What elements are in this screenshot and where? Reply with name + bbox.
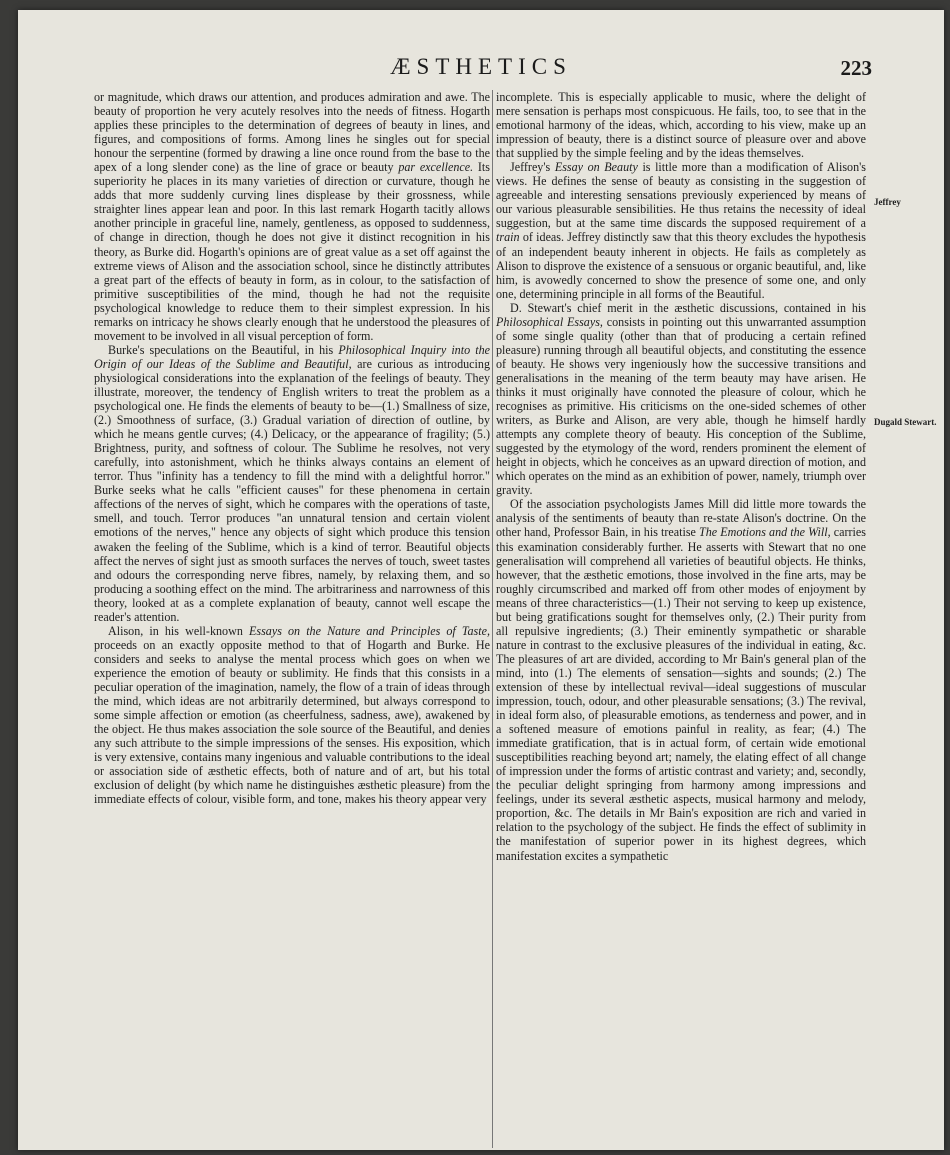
left-column — [94, 90, 490, 806]
paragraph: Jeffrey's Essay on Beauty is little more than a modification of Alison's views. He defines the sense of beauty as consisting in the suggestion of agreeable and interesting sensations previously experienced by means of our various pleasurable sensibilities. He thus retains the necessity of ideal suggestion, but at the same time discards the supposed requirement of a train of ideas. Jeffrey distinctly saw that this theory excludes the hypothesis of an independent beauty inherent in objects. He fails as completely as Alison to disprove the existence of a sensuous or organic beautiful, and, like him, is avowedly concerned to show the presence of some one, and only one, determining principle in all forms of the Beautiful. — [496, 160, 867, 301]
margin-note-jeffrey: Jeffrey — [874, 197, 901, 207]
paragraph: incomplete. This is especially applicable to music, where the delight of mere sensation is perhaps most conspicuous. He fails, too, to see that in the emotional harmony of the ideas, which, according to his view, make up an impression of beauty, there is a distinct source of pleasure over and above that supplied by the simple feeling and by the ideas themselves. — [496, 90, 866, 161]
paragraph: Alison, in his well-known Essays on the Nature and Principles of Taste, proceeds on an exactly opposite method to that of Hogarth and Burke. He considers and seeks to analyse the mental process which goes on when we experience the emotion of beauty or sublimity. He finds that this consists in a peculiar operation of the imagination, namely, the flow of a train of ideas through the mind, which ideas are not arbitrarily determined, but always correspond to some simple affection or emotion (as cheerfulness, sadness, awe), awakened by the object. He thus makes association the sole source of the Beautiful, and denies any such attribute to the simple impressions of the senses. His exposition, which is very extensive, contains many ingenious and valuable contributions to the ideal or association side of æsthetic effects, both of nature and of art, but his total exclusion of delight (by which name he distinguishes æsthetic pleasure) from the immediate effects of colour, visible form, and tone, makes his theory appear very — [94, 623, 490, 807]
running-title: ÆSTHETICS — [390, 54, 572, 79]
column-divider — [492, 90, 493, 1148]
paragraph: Burke's speculations on the Beautiful, in his Philosophical Inquiry into the Origin of our Ideas of the Sublime and Beautiful, are curious as introducing physiological considerations into the explanation of the feelings of beauty. They illustrate, moreover, the tendency of English writers to treat the problem as a psychological one. He finds the elements of beauty to be—(1.) Smallness of size, (2.) Smoothness of surface, (3.) Gradual variation of direction of outline, by which he means gentle curves; (4.) Delicacy, or the appearance of fragility; (5.) Brightness, purity, and softness of colour. The Sublime he resolves, not very carefully, into astonishment, which he thinks always contains an element of terror. Thus "infinity has a tendency to fill the mind with a delightful horror." Burke seeks what he calls "efficient causes" for these phenomena in certain affections of the nerves of sight, which he compares with the operations of taste, smell, and touch. Terror produces "an unnatural tension and certain violent emotions of the nerves," hence any objects of sight which produce this tension awaken the feeling of the Sublime, which is a kind of terror. Beautiful objects affect the nerves of sight just as smooth surfaces the nerves of touch, sweet tastes and odours the corresponding nerve fibres, namely, by relaxing them, and so producing a soothing effect on the mind. The arbitrariness and narrowness of this theory, looked at as a complete explanation of beauty, cannot well escape the reader's attention. — [94, 342, 491, 624]
paragraph: or magnitude, which draws our attention, and produces admiration and awe. The beauty of proportion he very acutely resolves into the needs of fitness. Hogarth applies these principles to the determination of degrees of beauty in lines, and figures, and compositions of forms. Among lines he singles out for special honour the serpentine (formed by drawing a line once round from the base to the apex of a long slender cone) as the line of grace or beauty par excellence. Its superiority he places in its many varieties of direction or curvature, though he adds that more suddenly curving lines displease by their grossness, while straighter lines appear lean and poor. In this last remark Hogarth tacitly allows another principle in graceful line, namely, gentleness, as opposed to suddenness, of change in direction, though he does not give it distinct recognition in his theory, as Burke did. Hogarth's opinions are of great value as a set off against the extreme views of Alison and the association school, since he distinctly attributes a great part of the effects of beauty in form, as in colour, to the satisfaction of primitive susceptibilities of the mind, though he had not the requisite psychological knowledge to reduce them to their simplest expression. In his remarks on intricacy he shows clearly enough that he understood the pleasures of movement to be involved in all visual perception of form. — [94, 90, 490, 343]
paragraph: D. Stewart's chief merit in the æsthetic discussions, contained in his Philosophical Essays, consists in pointing out this unwarranted assumption of some single quality (other than that of producing a certain refined pleasure) running through all beautiful objects, and constituting the essence of beauty. He shows very ingeniously how the successive transitions and generalisations in the meaning of the term beauty may have arisen. He thinks it must originally have connoted the pleasure of colour, which he recognises as primitive. His criticisms on the one-sided schemes of other writers, as Burke and Alison, are very able, though he himself hardly attempts any complete theory of beauty. His conception of the Sublime, suggested by the etymology of the word, renders prominent the element of height in objects, which he conceives as an upward direction of motion, and which operates on the mind as an exhibition of power, namely, triumph over gravity. — [496, 300, 866, 498]
paragraph: Of the association psychologists James Mill did little more towards the analysis of the sentiments of beauty than re-state Alison's doctrine. On the other hand, Professor Bain, in his treatise The Emotions and the Will, carries this examination considerably further. He asserts with Stewart that no one generalisation will comprehend all varieties of beautiful objects. He thinks, however, that the æsthetic emotions, those involved in the fine arts, may be roughly circumscribed and marked off from other modes of enjoyment by means of three characteristics—(1.) Their not serving to keep up existence, but being gratifications sought for themselves only, (2.) Their purity from all repulsive ingredients; (3.) Their eminently sympathetic or sharable nature in contrast to the exclusive pleasures of the individual in eating, &c. The pleasures of art are divided, according to Mr Bain's general plan of the mind, into (1.) The elements of sensation—sights and sounds; (2.) The extension of these by intellectual revival—ideal suggestions of muscular impression, touch, odour, and other pleasurable sensations; (3.) The revival, in ideal form also, of pleasurable emotions, as tenderness and power, and in a softened measure of emotions painful in reality, as fear; (4.) The immediate gratification, that is in actual form, of certain wide emotional susceptibilities reaching beyond art; namely, the elating effect of all change of impression under the forms of artistic contrast and variety; and, secondly, the peculiar delight springing from harmony among impressions and feelings, under its several æsthetic aspects, musical harmony and melody, proportion, &c. The details in Mr Bain's exposition are rich and varied in relation to the psychology of the subject. He finds the effect of sublimity in the manifestation of superior power in its highest degrees, which manifestation excites a sympathetic — [496, 497, 866, 863]
book-page — [18, 10, 944, 1150]
page-number: 223 — [840, 56, 872, 80]
margin-note-dugald-stewart: Dugald Stewart. — [874, 417, 937, 427]
right-column — [496, 90, 866, 863]
